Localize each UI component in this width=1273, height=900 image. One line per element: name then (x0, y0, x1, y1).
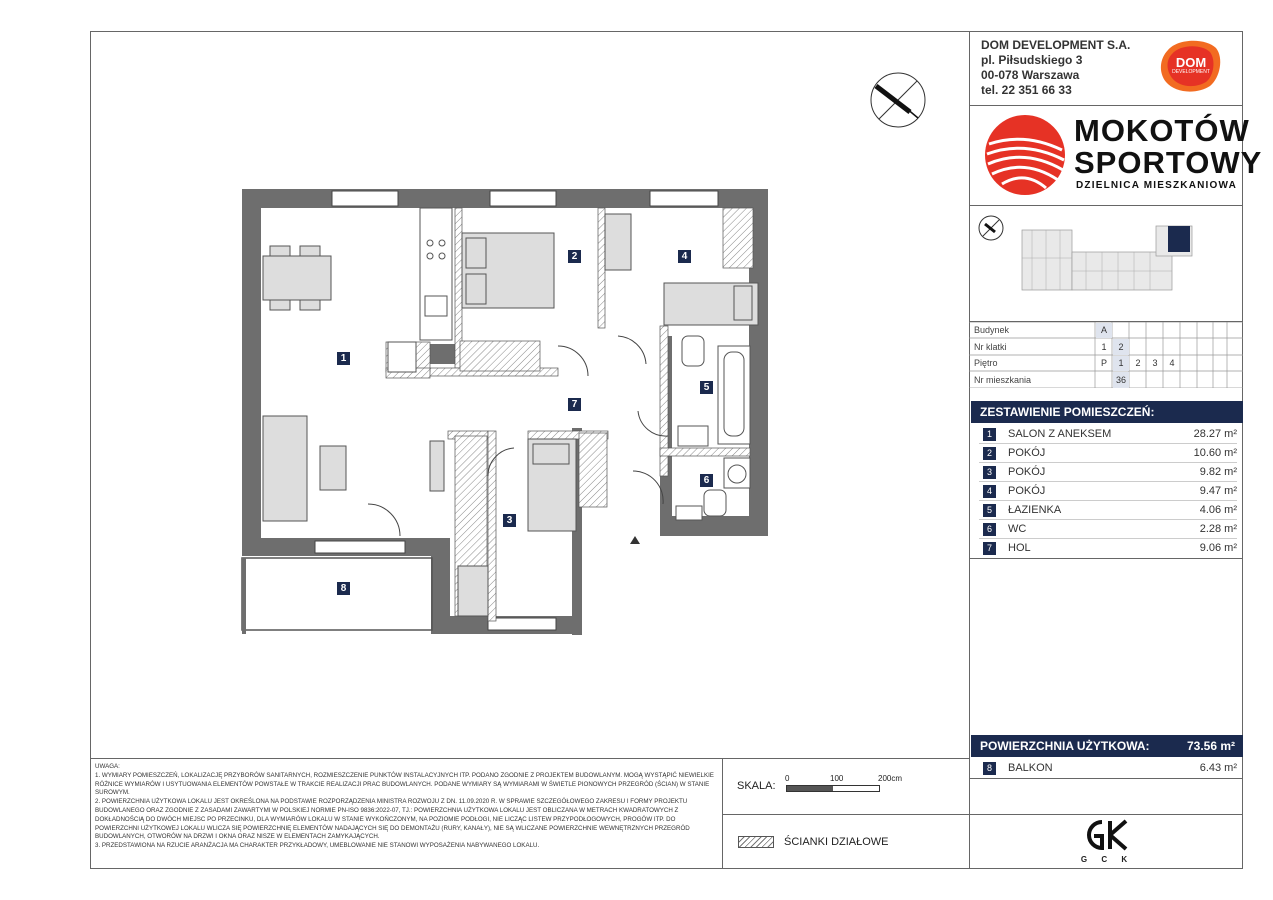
keyplan-compass-icon (977, 214, 1005, 242)
notes (95, 763, 717, 851)
company-phone: tel. 22 351 66 33 (981, 83, 1072, 97)
room-area: 9.82 m² (1199, 466, 1237, 478)
dom-development-logo (1158, 38, 1224, 94)
room-number: 2 (983, 447, 996, 460)
room-label-1: 1 (337, 352, 350, 365)
room-area: 10.60 m² (1193, 447, 1237, 459)
total-area-value: 73.56 m² (1186, 739, 1235, 753)
room-name: ŁAZIENKA (1008, 504, 1062, 516)
scale-label: SKALA: (737, 780, 776, 792)
company-info (981, 38, 1130, 98)
room-area: 9.06 m² (1199, 542, 1237, 554)
company-address-city: 00-078 Warszawa (981, 68, 1080, 82)
info-floor-value-1: 1 (1118, 358, 1124, 368)
balcony-row (971, 759, 1243, 778)
room-name: SALON Z ANEKSEM (1008, 428, 1112, 440)
room-name: WC (1008, 523, 1027, 535)
gck-logo (1080, 818, 1134, 858)
info-stairwell-value-2: 2 (1118, 342, 1124, 352)
room-row (971, 520, 1243, 539)
info-label-apartment: Nr mieszkania (974, 375, 1032, 385)
info-building-value: A (1100, 325, 1107, 335)
notes-title: UWAGA: (95, 763, 120, 770)
dom-logo-subtext: DEVELOPMENT (1172, 69, 1210, 75)
notes-item-1: 1. WYMIARY POMIESZCZEŃ, LOKALIZACJĘ PRZYBORÓW SANITARNYCH, ROZMIESZCZENIE PUNKTÓW INSTALACYJNYCH ITP. PODANO ZGODNIE Z PROJEKTEM BUDOWLANYM. MOGĄ WYSTĄPIĆ NIEWIELKIE RÓŻNICE WYMIARÓW I USYTUOWANIA ELEMENTÓW POWSTAŁE W TRAKCIE REALIZACJI PRAC BUDOWLANYCH. PODANE WYMIARY SĄ WYMIARAMI W ŚWIETLE PIONOWYCH PRZEGRÓD (ŚCIAN) W STANIE SUROWYM. (95, 771, 714, 797)
info-floor-value-2: 2 (1135, 358, 1141, 368)
company-name: DOM DEVELOPMENT S.A. (981, 38, 1131, 52)
room-name: POKÓJ (1008, 466, 1046, 478)
room-label-3: 3 (503, 514, 516, 527)
bottom-panel-divider (90, 758, 970, 759)
room-label-5: 5 (700, 381, 713, 394)
room-number: 4 (983, 485, 996, 498)
room-row (971, 539, 1243, 558)
room-row (971, 501, 1243, 520)
room-label-4: 4 (678, 250, 691, 263)
room-label-8: 8 (337, 582, 350, 595)
room-number: 3 (983, 466, 996, 479)
room-label-6: 6 (700, 474, 713, 487)
total-area-bar (971, 735, 1243, 757)
company-divider (969, 105, 1243, 106)
dom-logo-text: DOM (1175, 55, 1207, 70)
room-area: 9.47 m² (1199, 485, 1237, 497)
notes-item-2: 2. POWIERZCHNIA UŻYTKOWA LOKALU JEST OKREŚLONA NA PODSTAWIE ROZPORZĄDZENIA MINISTRA ROZWOJU Z DN. 11.09.2020 R. W SPRAWIE SZCZEGÓŁOWEGO ZAKRESU I FORMY PROJEKTU BUDOWLANEGO ORAZ ZGODNIE Z ZASADAMI ZAWARTYMI W POLSKIEJ NORMIE PN-ISO 9836:2022-07, TJ.: POWIERZCHNIA UŻYTKOWA LOKALU JEST OBLICZANA W METRACH KWADRATOWYCH Z DOKŁADNOŚCIĄ DO DWÓCH MIEJSC PO PRZECINKU, DLA WYMIARÓW LOKALU W STANIE WYKOŃCZONYM, NA POZIOMIE PODŁOGI, NIE LICZĄC LISTEW PRZYPODŁOGOWYCH, PROGÓW ITP. DO POWIERZCHNI UŻYTKOWEJ LOKALU WLICZA SIĘ POWIERZCHNIĘ ELEMENTÓW NADAJĄCYCH SIĘ DO DEMONTAŻU (RURY, KANAŁY), NIE SĄ WLICZANE POWIERZCHNIE WEWNĘTRZNYCH PRZEGRÓD BUDOWLANYCH, OTWORÓW NA DRZWI I OKNA ORAZ NISZE W ELEMENTACH ZAMYKAJĄCYCH. (95, 798, 690, 841)
partition-wall-label: ŚCIANKI DZIAŁOWE (784, 836, 889, 848)
project-divider (969, 205, 1243, 206)
info-apartment-value: 36 (1115, 375, 1126, 385)
room-number: 6 (983, 523, 996, 536)
project-subtitle: DZIELNICA MIESZKANIOWA (1076, 180, 1238, 191)
scale-divider (722, 814, 970, 815)
scale-tick-0: 0 (785, 774, 790, 783)
room-row (971, 463, 1243, 482)
balcony-divider (969, 778, 1243, 779)
mokotow-sportowy-logo (984, 114, 1066, 196)
room-row (971, 444, 1243, 463)
partition-wall-swatch (738, 836, 774, 848)
summary-end-divider (969, 558, 1243, 559)
logo-divider (969, 814, 1243, 815)
summary-title: ZESTAWIENIE POMIESZCZEŃ: (971, 401, 1243, 423)
info-stairwell-value-1: 1 (1101, 342, 1107, 352)
info-label-building: Budynek (974, 325, 1010, 335)
room-area: 2.28 m² (1199, 523, 1237, 535)
scale-tick-100: 100 (830, 774, 844, 783)
scale-tick-200: 200cm (878, 774, 903, 783)
project-name-line2: SPORTOWY (1074, 145, 1263, 180)
room-name: POKÓJ (1008, 447, 1046, 459)
room-label-2: 2 (568, 250, 581, 263)
project-name-line1: MOKOTÓW (1074, 113, 1250, 148)
room-row (971, 425, 1243, 444)
room-row (971, 482, 1243, 501)
room-area: 6.43 m² (1199, 762, 1237, 774)
info-table (969, 322, 1243, 388)
room-name: BALKON (1008, 762, 1053, 774)
right-panel-divider (969, 31, 970, 869)
north-arrow-icon (868, 70, 928, 130)
scale-bar (786, 785, 880, 792)
gck-logo-text: G C K (1080, 855, 1134, 864)
room-number: 5 (983, 504, 996, 517)
info-label-stairwell: Nr klatki (974, 342, 1007, 352)
room-name: HOL (1008, 542, 1031, 554)
info-label-floor: Piętro (974, 358, 998, 368)
room-area: 28.27 m² (1193, 428, 1237, 440)
info-floor-value-4: 4 (1169, 358, 1175, 368)
keyplan-building-icon (1016, 222, 1198, 294)
info-floor-value-p: P (1100, 358, 1107, 368)
room-number: 1 (983, 428, 996, 441)
notes-item-3: 3. PRZEDSTAWIONA NA RZUCIE ARANŻACJA MA CHARAKTER PRZYKŁADOWY, UMEBLOWANIE NIE STANOWI WYPOSAŻENIA NABYWANEGO LOKALU. (95, 842, 540, 850)
total-area-label: POWIERZCHNIA UŻYTKOWA: (980, 739, 1150, 753)
room-label-7: 7 (568, 398, 581, 411)
info-floor-value-3: 3 (1152, 358, 1158, 368)
room-name: POKÓJ (1008, 485, 1046, 497)
floor-plan (238, 186, 772, 638)
company-address-street: pl. Piłsudskiego 3 (981, 53, 1083, 67)
room-number: 7 (983, 542, 996, 555)
room-number: 8 (983, 762, 996, 775)
room-area: 4.06 m² (1199, 504, 1237, 516)
